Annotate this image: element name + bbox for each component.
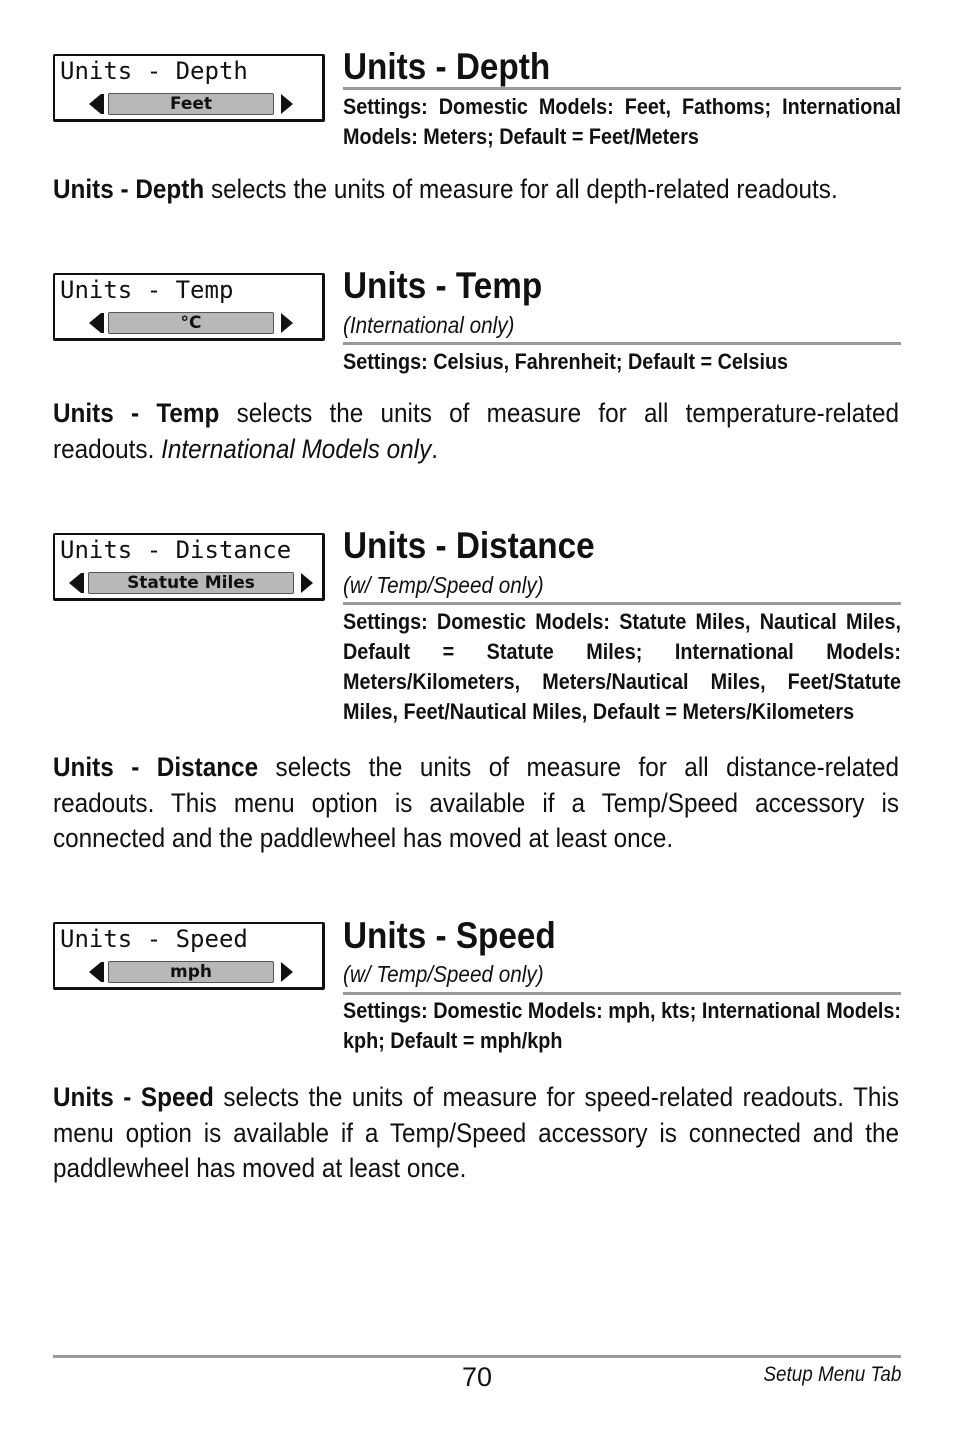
body-tail: .: [431, 433, 439, 464]
left-arrow-icon: [69, 573, 81, 593]
section-heading: Units - Speed: [343, 915, 556, 956]
body-paragraph: [53, 172, 899, 208]
heading-rule: [343, 87, 901, 90]
body-description: selects the units of measure for all depth-related readouts.: [204, 174, 838, 204]
section-note: (International only): [343, 312, 515, 338]
menu-widget-title: Units - Temp: [60, 276, 234, 304]
page-number: 70: [461, 1362, 493, 1392]
right-arrow-icon: [281, 962, 293, 982]
left-arrow-bar: [101, 962, 104, 982]
heading-rule: [343, 602, 901, 605]
body-paragraph: [53, 1080, 899, 1187]
menu-value: °C: [108, 312, 274, 334]
settings-text: Settings: Domestic Models: Statute Miles, Nautical Miles, Default = Statute Miles; International Models: Meters/Kilometers, Meters/Nautical Miles, Feet/Statute Miles, Feet/Nautical Miles, Default = Meters/Kilometers: [343, 609, 901, 724]
left-arrow-bar: [101, 94, 104, 114]
body-description: selects the units of measure for all distance-related readouts. This menu option is available if a Temp/Speed accessory is connected and the paddlewheel has moved at least once.: [53, 752, 899, 853]
section-note: (w/ Temp/Speed only): [343, 572, 544, 598]
menu-widget-units-distance: [53, 533, 325, 601]
settings-text: Settings: Domestic Models: mph, kts; International Models: kph; Default = mph/kph: [343, 998, 901, 1053]
menu-widget-units-temp: [53, 273, 325, 341]
menu-value-row: [55, 960, 322, 984]
body-emphasis: International Models only: [161, 433, 432, 464]
body-description: selects the units of measure for speed-related readouts. This menu option is available if a Temp/Speed accessory is connected and the paddlewheel has moved at least once.: [53, 1082, 900, 1183]
menu-widget-title: Units - Distance: [60, 536, 292, 564]
section-heading: Units - Depth: [343, 46, 551, 87]
body-description: selects the units of measure for all temperature-related readouts.: [53, 398, 899, 464]
footer-section-name: Setup Menu Tab: [762, 1363, 901, 1386]
left-arrow-bar: [81, 573, 84, 593]
heading-rule: [343, 342, 901, 345]
body-term: Units - Distance: [53, 752, 259, 782]
left-arrow-bar: [101, 313, 104, 333]
settings-text: Settings: Celsius, Fahrenheit; Default = Celsius: [343, 349, 789, 374]
settings-text: Settings: Domestic Models: Feet, Fathoms; International Models: Meters; Default = Feet/Meters: [343, 94, 901, 149]
menu-value: mph: [108, 961, 274, 983]
menu-value: Feet: [108, 93, 274, 115]
menu-widget-units-depth: [53, 54, 325, 122]
menu-widget-units-speed: [53, 922, 325, 990]
body-term: Units - Speed: [53, 1082, 214, 1112]
menu-widget-title: Units - Speed: [60, 925, 248, 953]
section-heading: Units - Distance: [343, 525, 595, 566]
body-term: Units - Depth: [53, 174, 205, 204]
section-note: (w/ Temp/Speed only): [343, 961, 544, 987]
menu-value: Statute Miles: [88, 572, 294, 594]
heading-rule: [343, 992, 901, 995]
section-heading: Units - Temp: [343, 265, 543, 306]
body-paragraph: [53, 396, 899, 467]
left-arrow-icon: [89, 94, 101, 114]
body-paragraph: [53, 750, 899, 857]
menu-value-row: [55, 92, 322, 116]
menu-value-row: [55, 311, 322, 335]
right-arrow-icon: [281, 313, 293, 333]
body-term: Units - Temp: [53, 398, 220, 428]
left-arrow-icon: [89, 962, 101, 982]
footer-rule: [53, 1355, 901, 1358]
right-arrow-icon: [301, 573, 313, 593]
menu-widget-title: Units - Depth: [60, 57, 248, 85]
right-arrow-icon: [281, 94, 293, 114]
left-arrow-icon: [89, 313, 101, 333]
menu-value-row: [55, 571, 322, 595]
